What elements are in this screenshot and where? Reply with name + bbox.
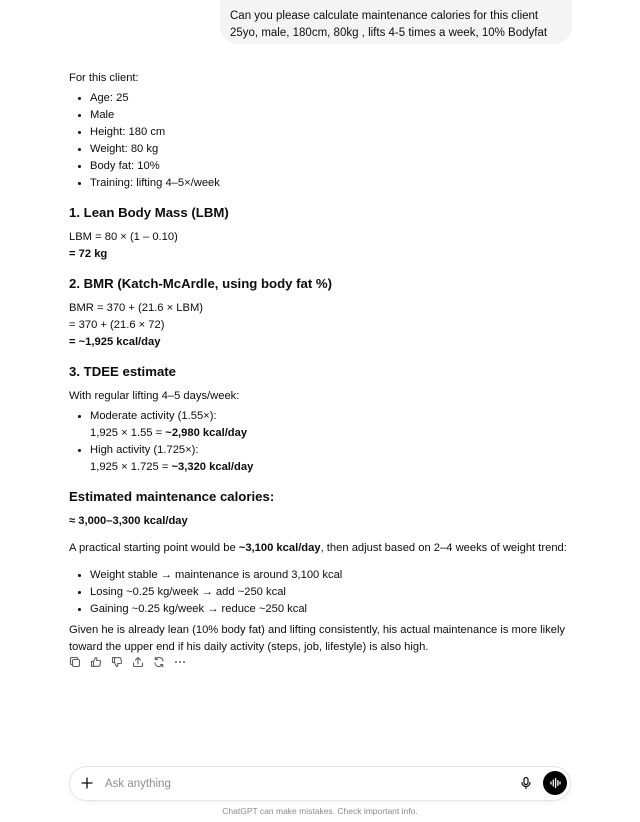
bmr-substitution: = 370 + (21.6 × 72) — [69, 319, 165, 331]
list-item: • High activity (1.725×): 1,925 × 1.725 = ~3,320 kcal/day — [90, 442, 569, 476]
bmr-result: = ~1,925 kcal/day — [69, 336, 161, 348]
tdee-intro: With regular lifting 4–5 days/week: — [69, 390, 240, 402]
composer — [70, 767, 570, 800]
user-message-bubble — [220, 0, 572, 44]
list-item: • Male — [90, 107, 569, 124]
lbm-result: = 72 kg — [69, 248, 108, 260]
list-item: • Training: lifting 4–5×/week — [90, 175, 569, 192]
client-facts-list — [69, 90, 569, 192]
plus-icon[interactable] — [80, 776, 94, 790]
list-item: • Body fat: 10% — [90, 158, 569, 175]
starting-point-text: A practical starting point would be ~3,100 kcal/day, then adjust based on 2–4 weeks of weight trend: — [69, 542, 567, 554]
list-item: • Losing ~0.25 kg/week → add ~250 kcal — [90, 584, 569, 601]
list-item: • Height: 180 cm — [90, 124, 569, 141]
assistant-response — [69, 70, 569, 656]
thumbs-up-icon[interactable] — [90, 655, 102, 669]
waveform-icon — [549, 777, 561, 789]
tdee-list — [69, 408, 569, 476]
lbm-heading: 1. Lean Body Mass (LBM) — [69, 205, 229, 220]
estimate-range: ≈ 3,000–3,300 kcal/day — [69, 515, 188, 527]
list-item: • Gaining ~0.25 kg/week → reduce ~250 kcal — [90, 601, 569, 618]
regenerate-icon[interactable] — [153, 655, 165, 669]
microphone-icon[interactable] — [519, 776, 533, 790]
share-icon[interactable] — [132, 655, 144, 669]
lbm-formula: LBM = 80 × (1 – 0.10) — [69, 231, 178, 243]
intro-text: For this client: — [69, 72, 139, 84]
bmr-formula: BMR = 370 + (21.6 × LBM) — [69, 302, 204, 314]
closing-text: Given he is already lean (10% body fat) and lifting consistently, his actual maintenance is more likely toward the upper end if his daily activity (steps, job, lifestyle) is also high. — [69, 624, 566, 653]
bmr-heading: 2. BMR (Katch-McArdle, using body fat %) — [69, 276, 333, 291]
voice-mode-button[interactable] — [543, 771, 567, 795]
message-actions — [69, 655, 186, 669]
prompt-input[interactable] — [103, 774, 487, 794]
copy-icon[interactable] — [69, 655, 81, 669]
list-item: • Moderate activity (1.55×): 1,925 × 1.55 = ~2,980 kcal/day — [90, 408, 569, 442]
disclaimer-footer: ChatGPT can make mistakes. Check important info. — [222, 806, 418, 816]
list-item: • Weight stable → maintenance is around 3,100 kcal — [90, 567, 569, 584]
adjustments-list — [69, 567, 569, 618]
list-item: • Age: 25 — [90, 90, 569, 107]
estimate-heading: Estimated maintenance calories: — [69, 489, 275, 504]
tdee-heading: 3. TDEE estimate — [69, 364, 177, 379]
user-message-text: Can you please calculate maintenance calories for this client 25yo, male, 180cm, 80kg , lifts 4-5 times a week, 10% Bodyfat — [230, 10, 548, 39]
more-icon[interactable] — [174, 655, 186, 669]
thumbs-down-icon[interactable] — [111, 655, 123, 669]
list-item: • Weight: 80 kg — [90, 141, 569, 158]
